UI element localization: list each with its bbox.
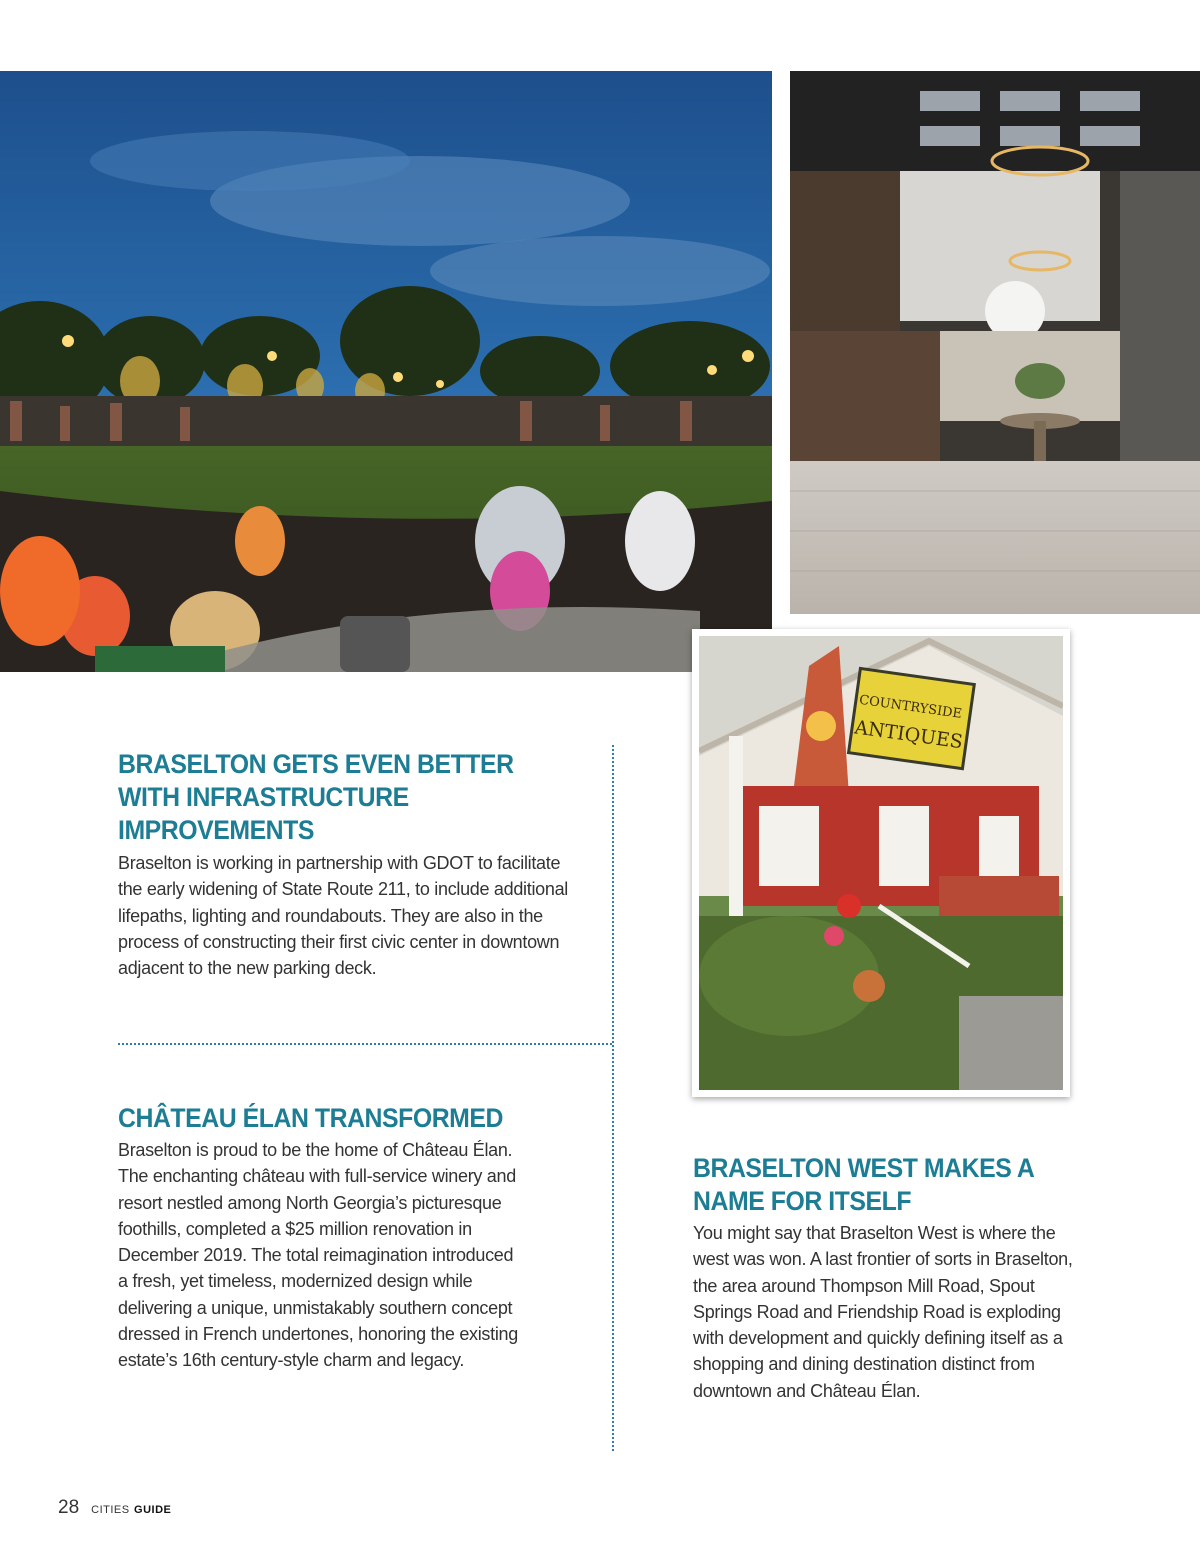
publication-name-bold: GUIDE [134,1504,172,1516]
braselton-west-heading: BRASELTON WEST MAKES A NAME FOR ITSELF [693,1153,1034,1216]
chateau-elan-heading: CHÂTEAU ÉLAN TRANSFORMED [118,1103,504,1133]
braselton-west-body: You might say that Braselton West is where the west was won. A last frontier of sorts in Braselton, the area around Thompson Mill Road, Spout Springs Road and Friendship Road is exploding with development and quickly defining itself as a shopping and dining destination distinct from downtown and Château Élan. [693,1223,1073,1401]
outdoor-concert-photo [0,71,772,672]
antiques-sign-line1: COUNTRYSIDE [858,692,963,722]
publication-name-light: CITIES [91,1504,130,1516]
infrastructure-body: Braselton is working in partnership with GDOT to facilitate the early widening of State Route 211, to include additional lifepaths, lighting and roundabouts. They are also in the process of constructing their first civic center in downtown adjacent to the new parking deck. [118,853,568,979]
chateau-elan-body: Braselton is proud to be the home of Château Élan. The enchanting château with full-service winery and resort nestled among North Georgia’s picturesque foothills, completed a $25 million renovation in December 2019. The total reimagination introduced a fresh, yet timeless, modernized design while delivering a unique, unmistakably southern concept dressed in French undertones, honoring the existing estate’s 16th century-style charm and legacy. [118,1140,518,1371]
horizontal-dotted-rule [118,1043,612,1045]
page-footer [58,1497,171,1519]
publication-name [91,1500,171,1518]
antiques-sign-line2: ANTIQUES [853,716,965,754]
page-number: 28 [58,1497,80,1518]
grand-hall-interior-photo [790,71,1200,614]
vertical-dotted-rule [612,745,614,1451]
infrastructure-heading: BRASELTON GETS EVEN BETTER WITH INFRASTRUCTURE IMPROVEMENTS [118,749,514,845]
countryside-antiques-photo [692,629,1070,1097]
